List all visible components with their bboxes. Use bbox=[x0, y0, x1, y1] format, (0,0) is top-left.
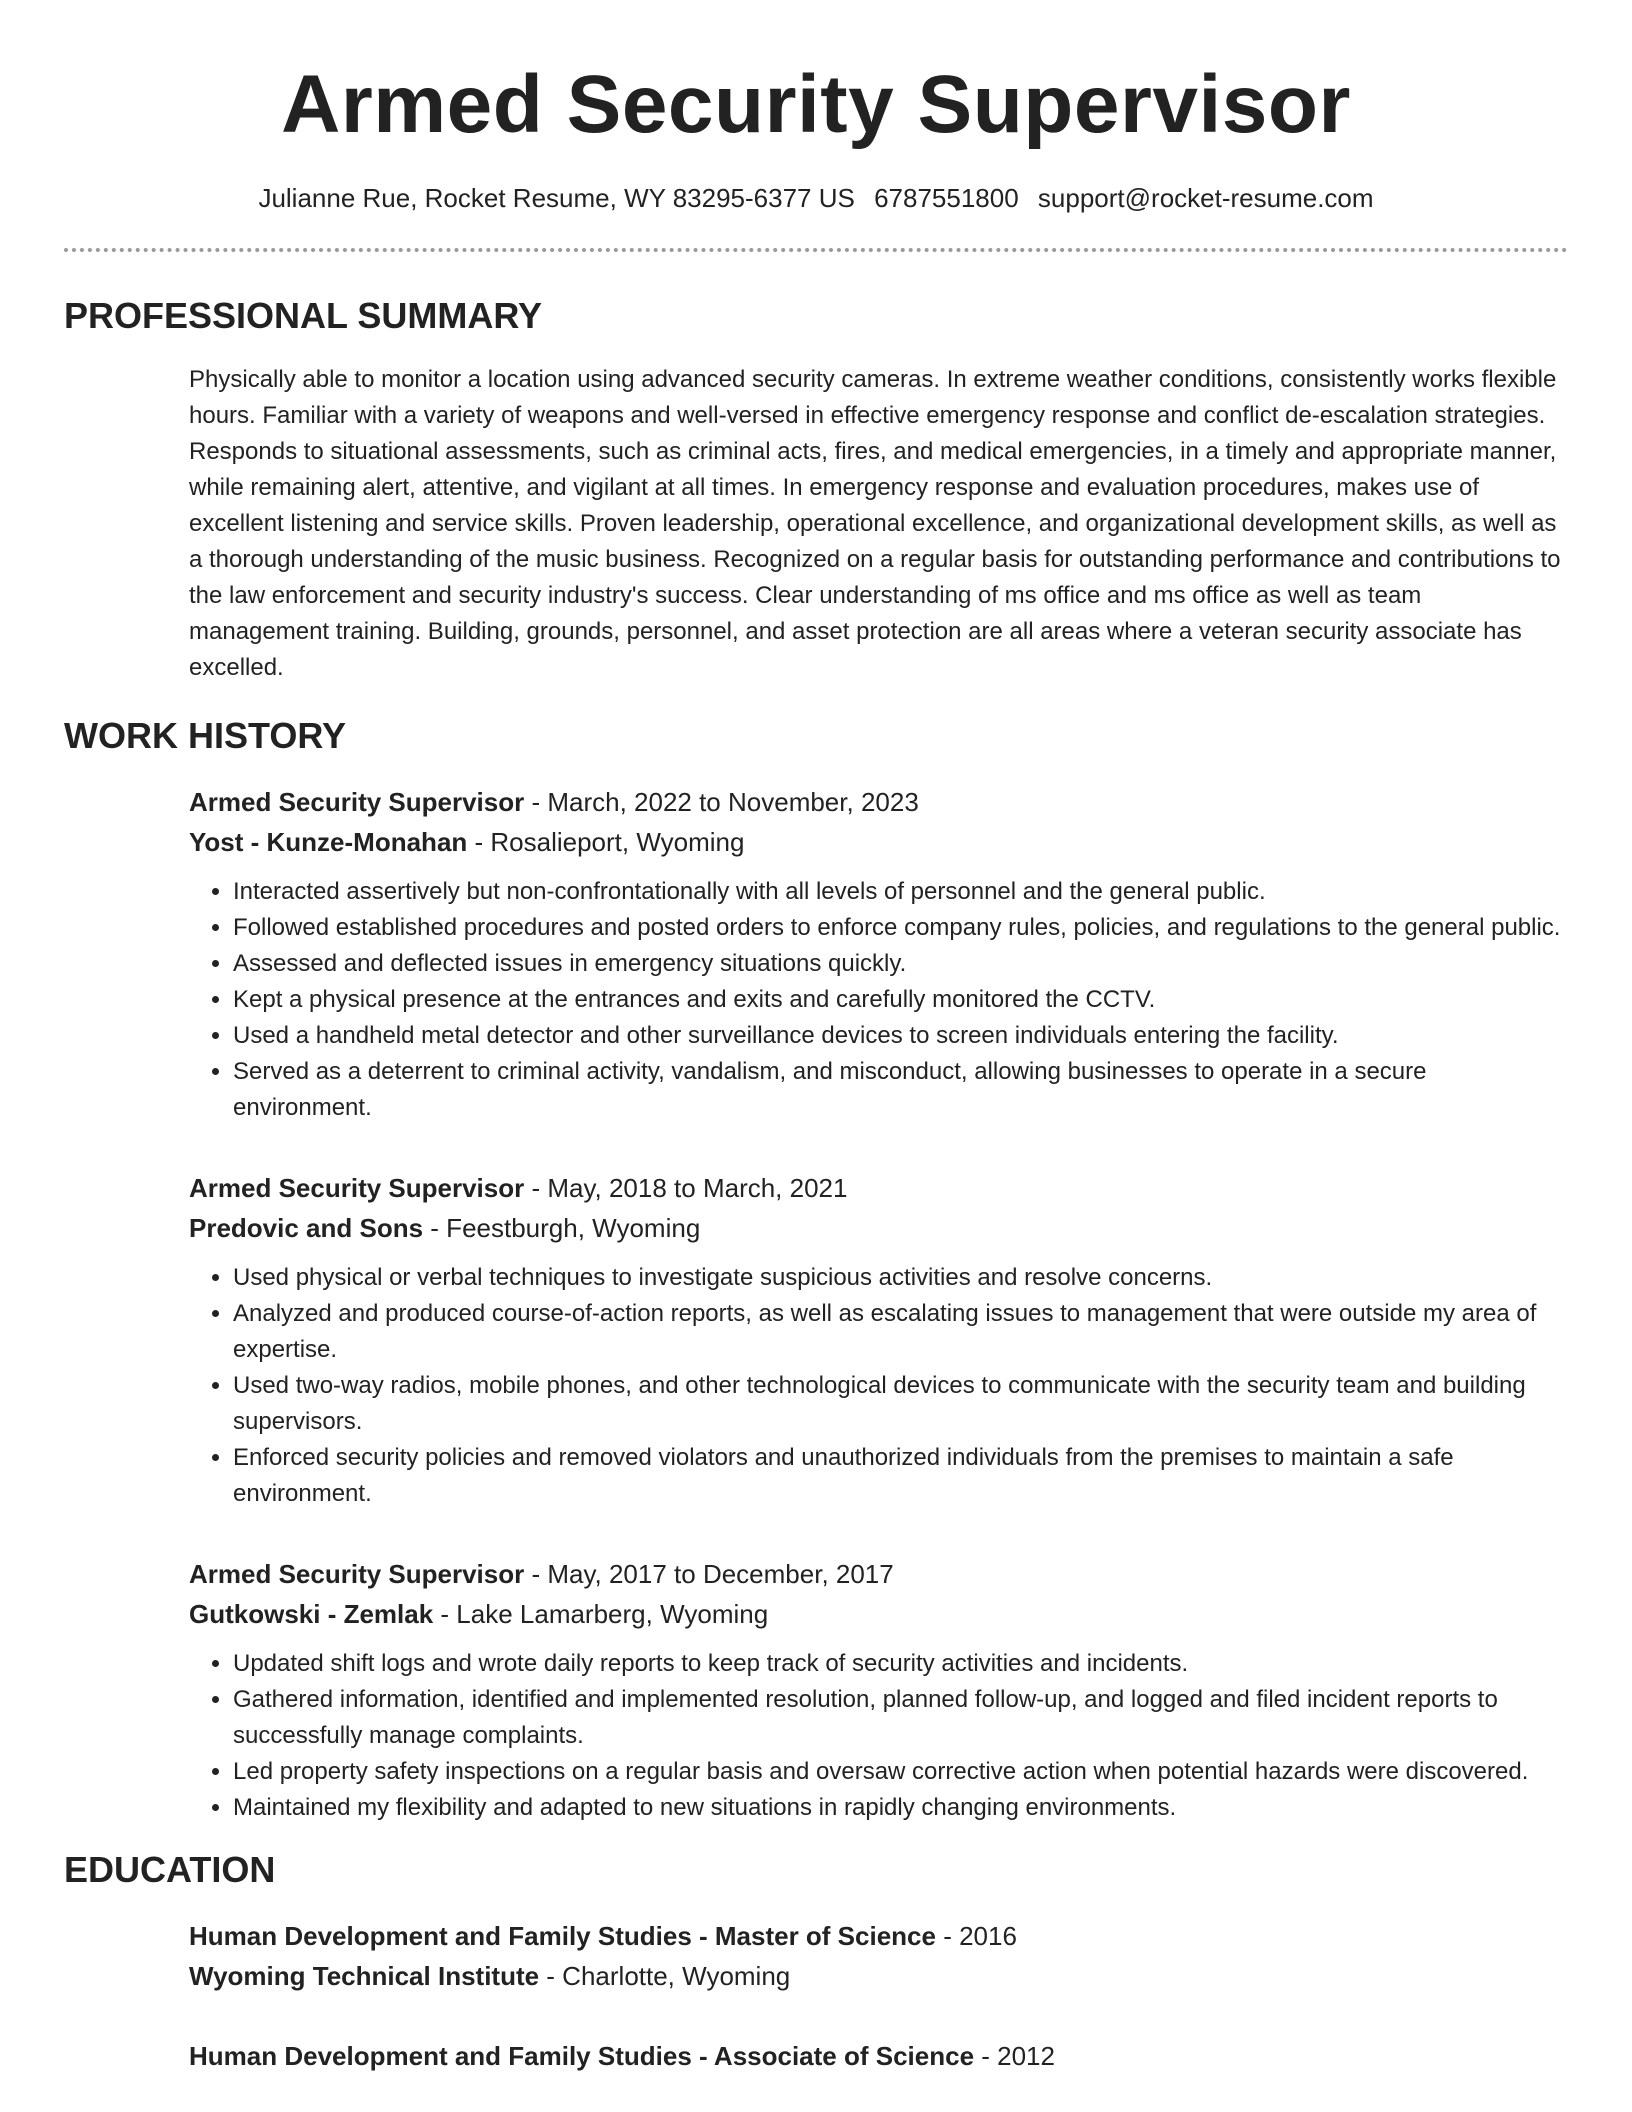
education-year: - 2016 bbox=[935, 1921, 1017, 1951]
job-bullet: • Used physical or verbal techniques to investigate suspicious activities and resolve concerns. bbox=[233, 1260, 1568, 1296]
job-title-line bbox=[189, 1168, 1568, 1208]
job-entry bbox=[189, 782, 1568, 1126]
work-history-heading: WORK HISTORY bbox=[64, 715, 347, 756]
job-bullet: • Maintained my flexibility and adapted to new situations in rapidly changing environments. bbox=[233, 1790, 1568, 1826]
education-degree: Human Development and Family Studies - Associate of Science bbox=[189, 2041, 975, 2071]
job-bullet: • Led property safety inspections on a regular basis and oversaw corrective action when potential hazards were discovered. bbox=[233, 1754, 1568, 1790]
job-company-line bbox=[189, 822, 1568, 862]
job-company: Gutkowski - Zemlak bbox=[189, 1599, 434, 1629]
summary-section bbox=[189, 362, 1568, 686]
job-company: Predovic and Sons bbox=[189, 1213, 424, 1243]
education-heading: EDUCATION bbox=[64, 1849, 276, 1890]
job-dates: - May, 2017 to December, 2017 bbox=[524, 1559, 894, 1589]
education-degree-line bbox=[189, 2036, 1568, 2076]
summary-heading: PROFESSIONAL SUMMARY bbox=[64, 295, 543, 336]
job-title-line bbox=[189, 782, 1568, 822]
job-bullet: • Used a handheld metal detector and other surveillance devices to screen individuals entering the facility. bbox=[233, 1018, 1568, 1054]
education-degree-line bbox=[189, 1916, 1568, 1956]
education-school-line bbox=[189, 1956, 1568, 1996]
job-bullet: • Kept a physical presence at the entrances and exits and carefully monitored the CCTV. bbox=[233, 982, 1568, 1018]
education-entry bbox=[189, 1916, 1568, 1996]
job-bullet: • Interacted assertively but non-confrontationally with all levels of personnel and the general public. bbox=[233, 874, 1568, 910]
job-location: - Feestburgh, Wyoming bbox=[423, 1213, 701, 1243]
job-title-line bbox=[189, 1554, 1568, 1594]
job-bullets bbox=[189, 874, 1568, 1126]
job-bullet: • Gathered information, identified and implemented resolution, planned follow-up, and logged and filed incident reports to successfully manage complaints. bbox=[233, 1682, 1568, 1754]
job-title: Armed Security Supervisor bbox=[189, 1173, 525, 1203]
job-location: - Lake Lamarberg, Wyoming bbox=[433, 1599, 769, 1629]
job-bullet: • Assessed and deflected issues in emergency situations quickly. bbox=[233, 946, 1568, 982]
job-bullet: • Followed established procedures and posted orders to enforce company rules, policies, and regulations to the general public. bbox=[233, 910, 1568, 946]
summary-text: Physically able to monitor a location using advanced security cameras. In extreme weather conditions, consistently works flexible hours. Familiar with a variety of weapons and well-versed in effective emergency response and conflict de-escalation strategies. Responds to situational assessments, such as criminal acts, fires, and medical emergencies, in a timely and appropriate manner, while remaining alert, attentive, and vigilant at all times. In emergency response and evaluation procedures, makes use of excellent listening and service skills. Proven leadership, operational excellence, and organizational development skills, as well as a thorough understanding of the music business. Recognized on a regular basis for outstanding performance and contributions to the law enforcement and security industry's success. Clear understanding of ms office and ms office as well as team management training. Building, grounds, personnel, and asset protection are all areas where a veteran security associate has excelled. bbox=[189, 366, 1561, 681]
job-title: Armed Security Supervisor bbox=[189, 787, 525, 817]
job-bullet: • Served as a deterrent to criminal activity, vandalism, and misconduct, allowing businesses to operate in a secure environment. bbox=[233, 1054, 1568, 1126]
education-degree: Human Development and Family Studies - Master of Science bbox=[189, 1921, 936, 1951]
education-entry bbox=[189, 2036, 1568, 2076]
job-dates: - March, 2022 to November, 2023 bbox=[524, 787, 919, 817]
contact-email: support@rocket-resume.com bbox=[1037, 183, 1374, 213]
job-company-line bbox=[189, 1208, 1568, 1248]
job-dates: - May, 2018 to March, 2021 bbox=[524, 1173, 848, 1203]
job-entry bbox=[189, 1168, 1568, 1512]
job-bullet: • Enforced security policies and removed violators and unauthorized individuals from the premises to maintain a safe environment. bbox=[233, 1440, 1568, 1512]
contact-address: Julianne Rue, Rocket Resume, WY 83295-6377 US bbox=[258, 183, 855, 213]
resume-title: Armed Security Supervisor bbox=[281, 59, 1351, 150]
job-title: Armed Security Supervisor bbox=[189, 1559, 525, 1589]
education-section bbox=[189, 1916, 1568, 2076]
job-bullet: • Updated shift logs and wrote daily reports to keep track of security activities and incidents. bbox=[233, 1646, 1568, 1682]
job-bullet: • Used two-way radios, mobile phones, and other technological devices to communicate with the security team and building supervisors. bbox=[233, 1368, 1568, 1440]
job-company-line bbox=[189, 1594, 1568, 1634]
education-school: Wyoming Technical Institute bbox=[189, 1961, 540, 1991]
job-entry bbox=[189, 1554, 1568, 1826]
job-location: - Rosalieport, Wyoming bbox=[467, 827, 745, 857]
job-bullets bbox=[189, 1646, 1568, 1826]
header-divider bbox=[64, 248, 1568, 252]
work-history-section bbox=[189, 782, 1568, 1826]
education-location: - Charlotte, Wyoming bbox=[539, 1961, 791, 1991]
contact-line bbox=[64, 182, 1568, 214]
job-bullet: • Analyzed and produced course-of-action reports, as well as escalating issues to management that were outside my area of expertise. bbox=[233, 1296, 1568, 1368]
job-company: Yost - Kunze-Monahan bbox=[189, 827, 468, 857]
contact-phone: 6787551800 bbox=[874, 183, 1019, 213]
job-bullets bbox=[189, 1260, 1568, 1512]
education-year: - 2012 bbox=[974, 2041, 1055, 2071]
